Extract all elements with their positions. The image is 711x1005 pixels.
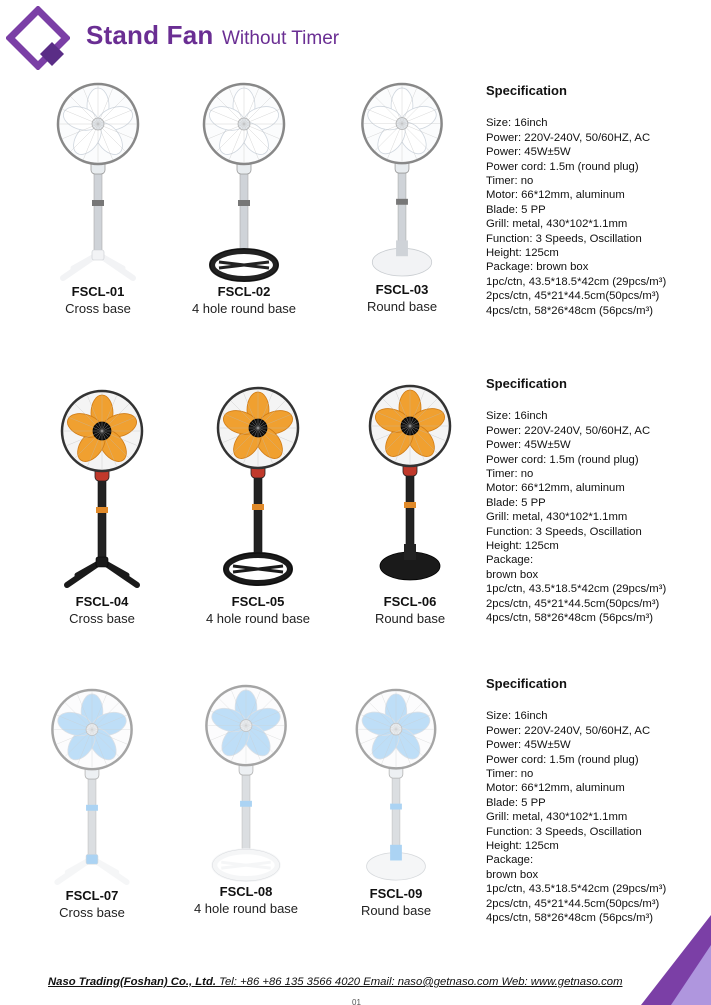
product-card	[52, 386, 152, 626]
specification-block	[486, 377, 696, 626]
spec-line: Blade: 5 PP	[486, 203, 546, 216]
spec-line: Grill: metal, 430*102*1.1mm	[486, 811, 628, 824]
spec-line: brown box	[486, 868, 539, 881]
page-title-sub: Without Timer	[221, 28, 340, 49]
page-title	[86, 20, 339, 51]
company-logo-icon	[6, 6, 70, 70]
product-code: FSCL-05	[231, 594, 285, 609]
spec-line: Size: 16inch	[486, 117, 548, 130]
spec-line: 2pcs/ctn, 45*21*44.5cm(50pcs/m³)	[486, 597, 660, 610]
specification-title: Specification	[486, 676, 567, 691]
spec-line: 4pcs/ctn, 58*26*48cm (56pcs/m³)	[486, 912, 654, 925]
spec-line: brown box	[486, 568, 539, 581]
product-base-type: Cross base	[69, 611, 135, 626]
spec-line: Function: 3 Speeds, Oscillation	[486, 825, 642, 838]
footer-company: Naso Trading(Foshan) Co., Ltd.	[48, 976, 216, 988]
stand-fan-image	[357, 82, 447, 280]
product-code: FSCL-09	[369, 886, 423, 901]
product-base-type: Cross base	[65, 301, 131, 316]
spec-line: Power cord: 1.5m (round plug)	[486, 160, 639, 173]
product-card	[360, 376, 460, 626]
stand-fan-image	[199, 82, 289, 282]
spec-line: Timer: no	[486, 175, 534, 188]
stand-fan-image	[201, 684, 291, 882]
spec-line: Timer: no	[486, 768, 534, 781]
product-card	[184, 82, 304, 316]
product-base-type: 4 hole round base	[205, 611, 311, 626]
spec-line: Grill: metal, 430*102*1.1mm	[486, 511, 628, 524]
spec-line: Power: 45W±5W	[486, 739, 571, 752]
spec-line: Power: 220V-240V, 50/60HZ, AC	[486, 131, 651, 144]
specification-block	[486, 677, 696, 926]
spec-line: 4pcs/ctn, 58*26*48cm (56pcs/m³)	[486, 612, 654, 625]
specification-title: Specification	[486, 83, 567, 98]
spec-line: Grill: metal, 430*102*1.1mm	[486, 218, 628, 231]
spec-line: 1pc/ctn, 43.5*18.5*42cm (29pcs/m³)	[486, 275, 667, 288]
product-code: FSCL-01	[71, 284, 125, 299]
spec-line: Height: 125cm	[486, 840, 559, 853]
spec-line: Power cord: 1.5m (round plug)	[486, 753, 639, 766]
product-card	[48, 82, 148, 316]
specification-title: Specification	[486, 376, 567, 391]
product-code: FSCL-07	[65, 888, 119, 903]
spec-line: Package:	[486, 554, 534, 567]
footer-contact-details: Tel: +86 +86 135 3566 4020 Email: naso@getnaso.com Web: www.getnaso.com	[216, 976, 623, 988]
spec-line: Function: 3 Speeds, Oscillation	[486, 525, 642, 538]
product-base-type: Cross base	[59, 905, 125, 920]
product-code: FSCL-02	[217, 284, 271, 299]
spec-line: Motor: 66*12mm, aluminum	[486, 482, 625, 495]
product-card	[352, 82, 452, 314]
stand-fan-image	[57, 386, 147, 592]
stand-fan-image	[365, 376, 455, 592]
spec-line: Power: 45W±5W	[486, 439, 571, 452]
stand-fan-image	[351, 688, 441, 884]
stand-fan-image	[47, 688, 137, 886]
spec-line: 2pcs/ctn, 45*21*44.5cm(50pcs/m³)	[486, 290, 660, 303]
spec-line: 2pcs/ctn, 45*21*44.5cm(50pcs/m³)	[486, 897, 660, 910]
spec-line: Timer: no	[486, 468, 534, 481]
spec-line: Power cord: 1.5m (round plug)	[486, 453, 639, 466]
product-card	[194, 380, 322, 626]
spec-line: 1pc/ctn, 43.5*18.5*42cm (29pcs/m³)	[486, 583, 667, 596]
spec-line: Package:	[486, 854, 534, 867]
product-base-type: Round base	[374, 611, 446, 626]
page-number: 01	[352, 998, 361, 1005]
spec-line: Motor: 66*12mm, aluminum	[486, 782, 625, 795]
product-code: FSCL-08	[219, 884, 273, 899]
product-card	[184, 684, 308, 916]
product-base-type: Round base	[360, 903, 432, 918]
product-code: FSCL-03	[375, 282, 429, 297]
spec-line: Function: 3 Speeds, Oscillation	[486, 232, 642, 245]
product-base-type: 4 hole round base	[193, 901, 299, 916]
spec-line: Height: 125cm	[486, 540, 559, 553]
corner-decoration-icon	[631, 915, 711, 1005]
page-title-main: Stand Fan	[86, 20, 214, 50]
spec-line: 4pcs/ctn, 58*26*48cm (56pcs/m³)	[486, 304, 654, 317]
spec-line: Motor: 66*12mm, aluminum	[486, 189, 625, 202]
footer-contact	[48, 976, 622, 988]
product-base-type: Round base	[366, 299, 438, 314]
spec-line: Blade: 5 PP	[486, 496, 546, 509]
stand-fan-image	[213, 380, 303, 592]
specification-block	[486, 84, 696, 318]
spec-line: Power: 220V-240V, 50/60HZ, AC	[486, 424, 651, 437]
product-code: FSCL-06	[383, 594, 437, 609]
spec-line: Size: 16inch	[486, 710, 548, 723]
spec-line: Blade: 5 PP	[486, 796, 546, 809]
spec-line: Height: 125cm	[486, 247, 559, 260]
spec-line: Power: 220V-240V, 50/60HZ, AC	[486, 724, 651, 737]
product-base-type: 4 hole round base	[191, 301, 297, 316]
spec-line: Power: 45W±5W	[486, 146, 571, 159]
stand-fan-image	[53, 82, 143, 282]
product-card	[42, 688, 142, 920]
spec-line: Package: brown box	[486, 261, 589, 274]
product-code: FSCL-04	[75, 594, 129, 609]
spec-line: 1pc/ctn, 43.5*18.5*42cm (29pcs/m³)	[486, 883, 667, 896]
product-card	[346, 688, 446, 918]
spec-line: Size: 16inch	[486, 410, 548, 423]
